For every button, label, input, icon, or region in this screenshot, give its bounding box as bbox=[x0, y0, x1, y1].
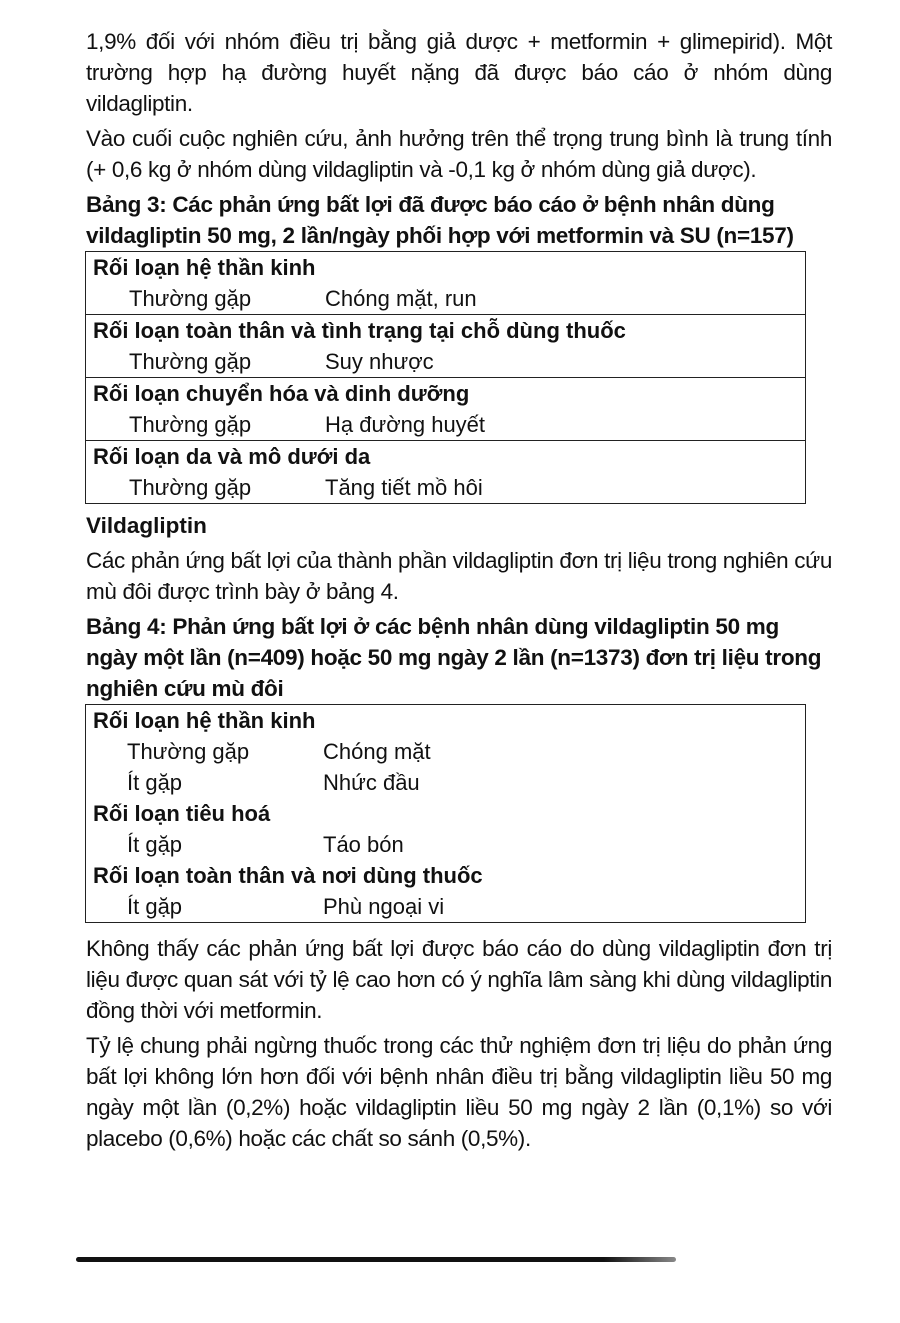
reaction-cell: Suy nhược bbox=[325, 349, 434, 374]
reaction-cell: Phù ngoại vi bbox=[323, 894, 445, 919]
reaction-cell: Tăng tiết mồ hôi bbox=[325, 475, 483, 500]
bottom-rule bbox=[76, 1257, 676, 1262]
table4-caption: Bảng 4: Phản ứng bất lợi ở các bệnh nhân dùng vildagliptin 50 mg ngày một lần (n=409) hoặc 50 mg ngày 2 lần (n=1373) đơn trị liệu trong nghiên cứu mù đôi bbox=[86, 614, 822, 701]
table4-group-name: Rối loạn toàn thân và nơi dùng thuốc bbox=[93, 863, 483, 888]
table-row bbox=[86, 315, 806, 378]
frequency-cell: Thường gặp bbox=[129, 286, 252, 311]
table-row bbox=[86, 441, 806, 504]
reaction-cell: Hạ đường huyết bbox=[325, 412, 486, 437]
table4-group-name: Rối loạn hệ thần kinh bbox=[93, 708, 316, 733]
table-row bbox=[86, 252, 806, 315]
frequency-cell: Thường gặp bbox=[129, 475, 252, 500]
frequency-cell: Thường gặp bbox=[129, 412, 252, 437]
table3-group-name: Rối loạn toàn thân và tình trạng tại chỗ dùng thuốc bbox=[93, 318, 626, 343]
table3-caption: Bảng 3: Các phản ứng bất lợi đã được báo cáo ở bệnh nhân dùng vildagliptin 50 mg, 2 lần/ngày phối hợp với metformin và SU (n=157) bbox=[86, 192, 794, 248]
table-row bbox=[86, 378, 806, 441]
intro-paragraph-1: 1,9% đối với nhóm điều trị bằng giả dược + metformin + glimepirid). Một trường hợp hạ đường huyết nặng đã được báo cáo ở nhóm dùng vildagliptin. bbox=[86, 29, 832, 116]
table3-group-name: Rối loạn hệ thần kinh bbox=[93, 255, 316, 280]
closing-paragraph-2: Tỷ lệ chung phải ngừng thuốc trong các thử nghiệm đơn trị liệu do phản ứng bất lợi không lớn hơn đối với bệnh nhân điều trị bằng vildagliptin liều 50 mg ngày một lần (0,2%) hoặc vildagliptin liều 50 mg ngày 2 lần (0,1%) so với placebo (0,6%) hoặc các chất so sánh (0,5%). bbox=[86, 1033, 832, 1151]
frequency-cell: Thường gặp bbox=[127, 739, 250, 764]
table3-group-name: Rối loạn da và mô dưới da bbox=[93, 444, 371, 469]
table3 bbox=[85, 251, 806, 504]
closing-paragraph-1: Không thấy các phản ứng bất lợi được báo cáo do dùng vildagliptin đơn trị liệu được quan sát với tỷ lệ cao hơn có ý nghĩa lâm sàng khi dùng vildagliptin đồng thời với metformin. bbox=[86, 936, 832, 1023]
section-heading: Vildagliptin bbox=[86, 513, 207, 538]
reaction-cell: Táo bón bbox=[323, 832, 404, 857]
table-row bbox=[86, 705, 806, 923]
frequency-cell: Ít gặp bbox=[127, 894, 183, 919]
reaction-cell: Nhức đầu bbox=[323, 770, 420, 795]
document-page bbox=[86, 26, 832, 1154]
table4 bbox=[85, 704, 806, 923]
frequency-cell: Ít gặp bbox=[127, 770, 183, 795]
table3-group-name: Rối loạn chuyển hóa và dinh dưỡng bbox=[93, 381, 470, 406]
frequency-cell: Thường gặp bbox=[129, 349, 252, 374]
reaction-cell: Chóng mặt, run bbox=[325, 286, 477, 311]
table4-group-name: Rối loạn tiêu hoá bbox=[93, 801, 271, 826]
section-paragraph: Các phản ứng bất lợi của thành phần vildagliptin đơn trị liệu trong nghiên cứu mù đôi được trình bày ở bảng 4. bbox=[86, 548, 832, 604]
frequency-cell: Ít gặp bbox=[127, 832, 183, 857]
reaction-cell: Chóng mặt bbox=[323, 739, 431, 764]
intro-paragraph-2: Vào cuối cuộc nghiên cứu, ảnh hưởng trên thể trọng trung bình là trung tính (+ 0,6 kg ở nhóm dùng vildagliptin và -0,1 kg ở nhóm dùng giả dược). bbox=[86, 126, 832, 182]
